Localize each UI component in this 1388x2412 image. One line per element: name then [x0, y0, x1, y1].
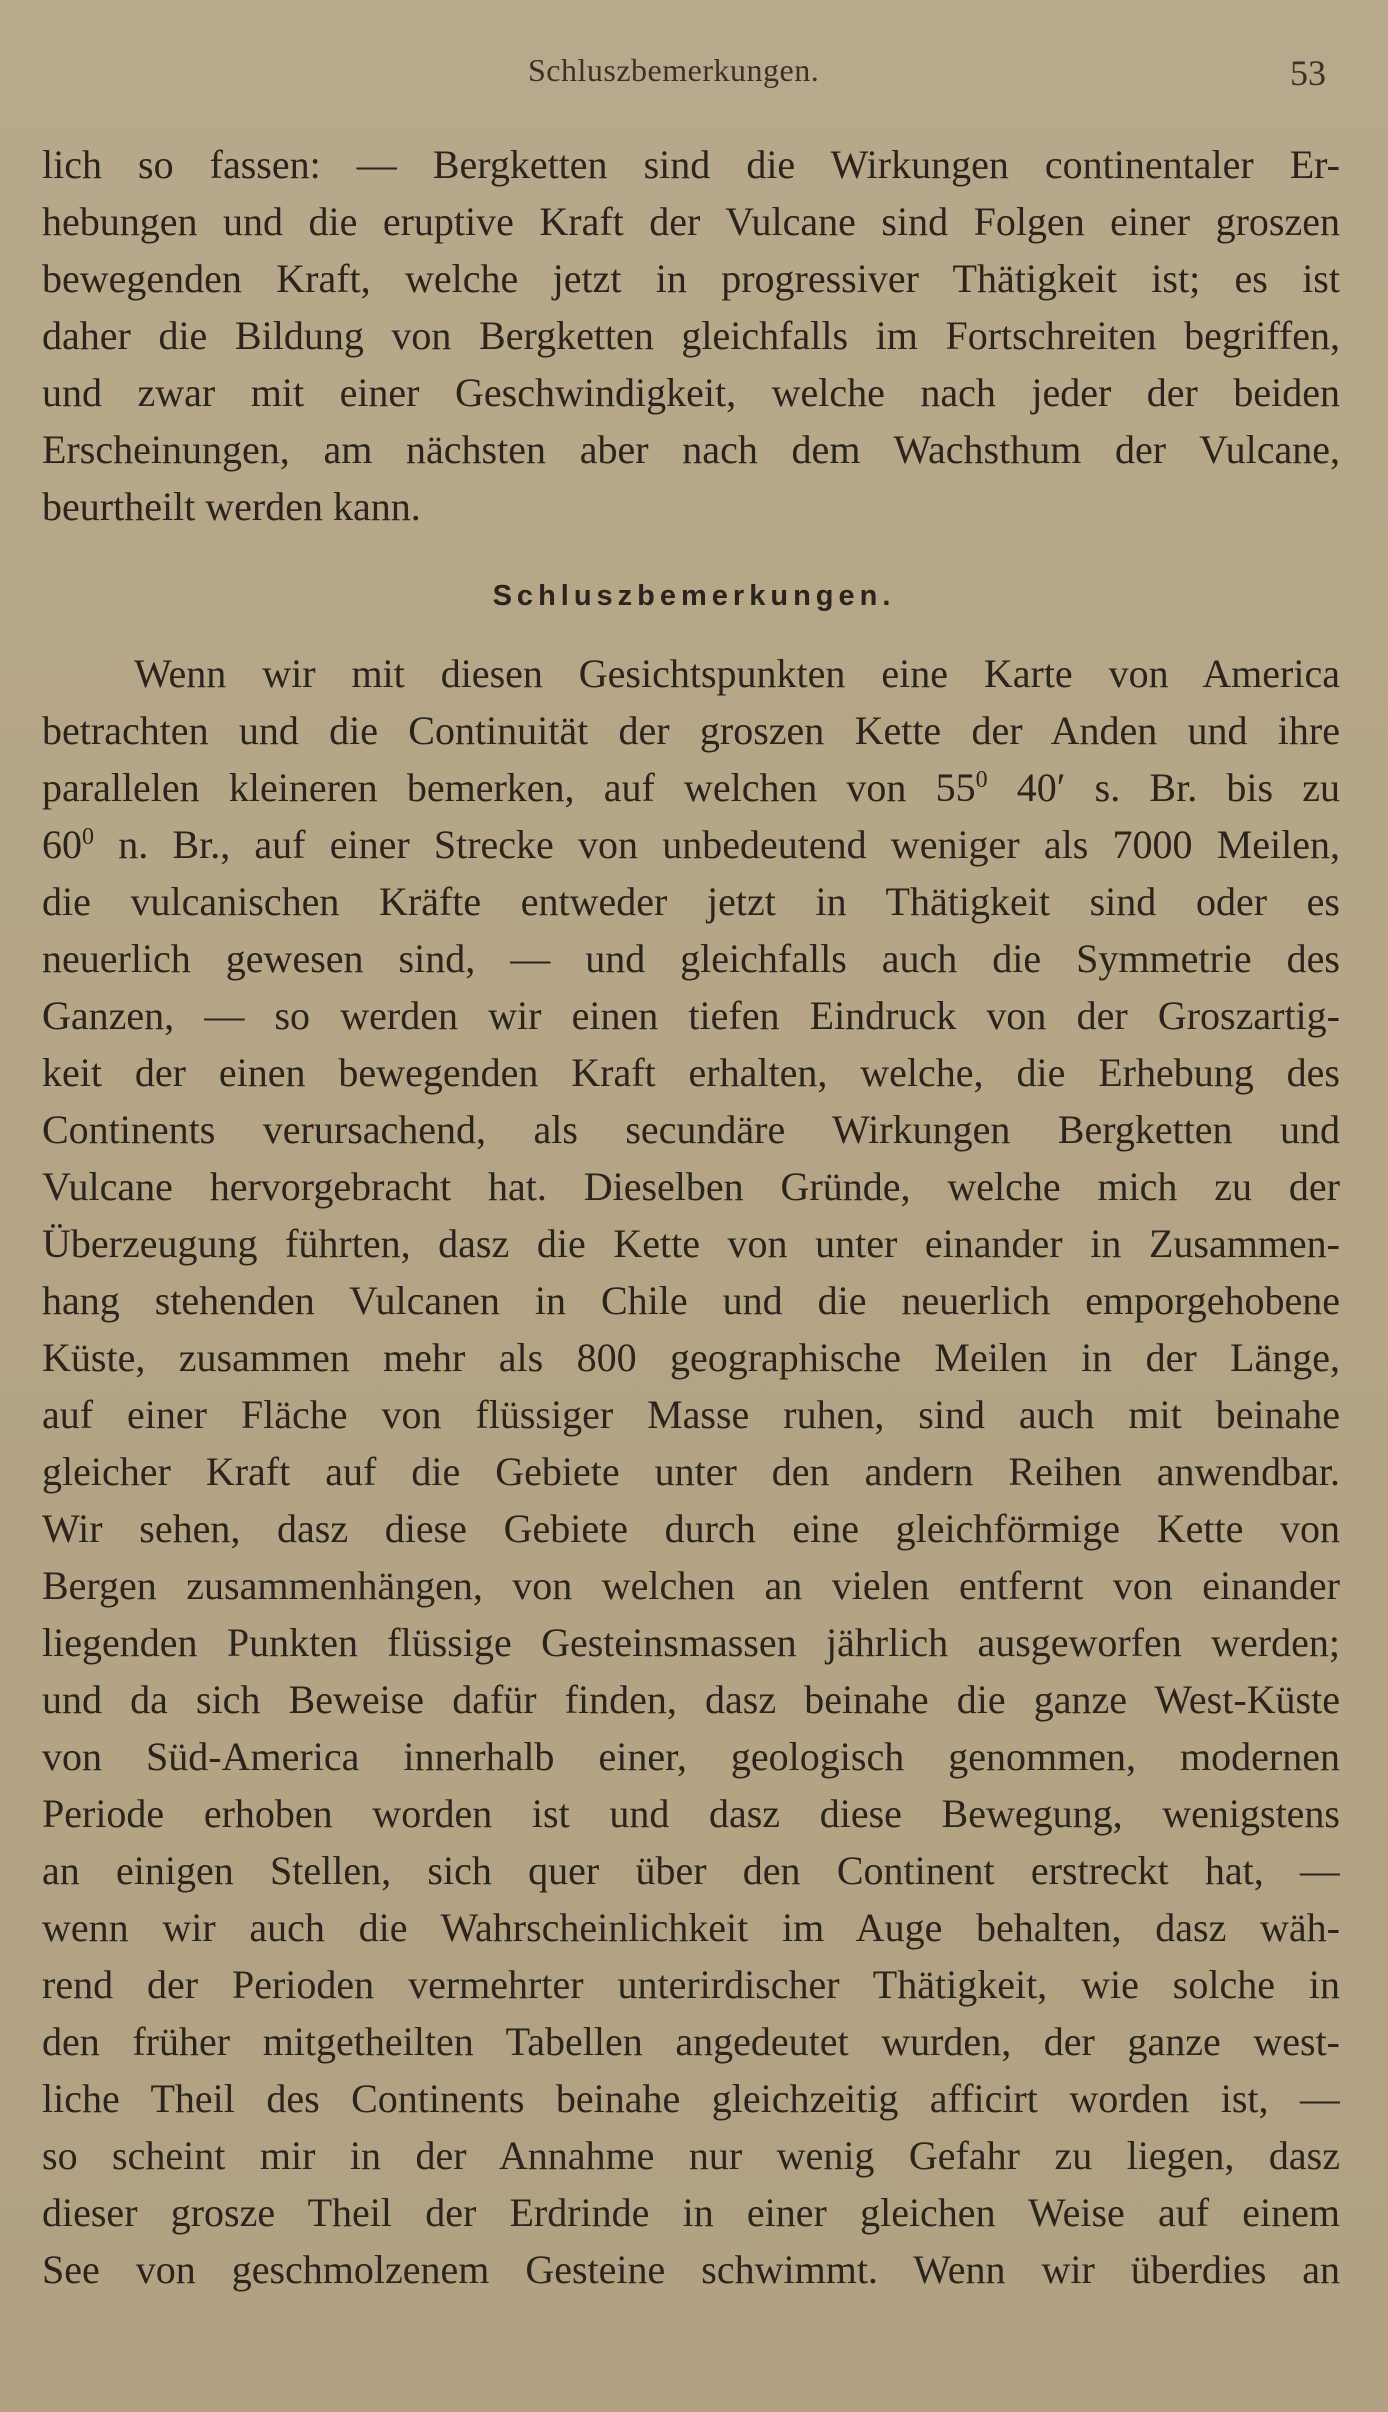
running-title: Schluszbemerkungen. [528, 52, 820, 88]
text-line: hebungen und die eruptive Kraft der Vulcane sind Folgen einer groszen [42, 199, 1340, 244]
text-line-with-degree [42, 816, 1340, 873]
text-line-with-degree [42, 759, 1340, 816]
text-line: daher die Bildung von Bergketten gleichfalls im Fortschreiten begriffen, [42, 313, 1340, 358]
text-line: Vulcane hervorgebracht hat. Dieselben Gründe, welche mich zu der [42, 1164, 1340, 1209]
text-segment: 60 [42, 822, 82, 867]
text-line: Wir sehen, dasz diese Gebiete durch eine gleichförmige Kette von [42, 1506, 1340, 1551]
text-line: auf einer Fläche von flüssiger Masse ruhen, sind auch mit beinahe [42, 1392, 1340, 1437]
text-line: Periode erhoben worden ist und dasz diese Bewegung, wenigstens [42, 1791, 1340, 1836]
text-line: liche Theil des Continents beinahe gleichzeitig afficirt worden ist, — [42, 2076, 1340, 2121]
text-line: bewegenden Kraft, welche jetzt in progressiver Thätigkeit ist; es ist [42, 256, 1340, 301]
text-line: und da sich Beweise dafür finden, dasz beinahe die ganze West-Küste [42, 1677, 1340, 1722]
text-line: so scheint mir in der Annahme nur wenig Gefahr zu liegen, dasz [42, 2133, 1340, 2178]
text-segment: 40′ s. Br. bis zu [987, 765, 1340, 810]
degree-superscript: 0 [975, 767, 988, 793]
paragraph-continued [42, 136, 1340, 535]
text-line: hang stehenden Vulcanen in Chile und die neuerlich emporgehobene [42, 1278, 1340, 1323]
text-line: Wenn wir mit diesen Gesichtspunkten eine Karte von America [134, 651, 1340, 696]
running-head [0, 52, 1388, 102]
text-line: von Süd-America innerhalb einer, geologisch genommen, modernen [42, 1734, 1340, 1779]
text-line: See von geschmolzenem Gesteine schwimmt. Wenn wir überdies an [42, 2247, 1340, 2292]
text-line: und zwar mit einer Geschwindigkeit, welche nach jeder der beiden [42, 370, 1340, 415]
text-line: Continents verursachend, als secundäre Wirkungen Bergketten und [42, 1107, 1340, 1152]
section-heading: Schluszbemerkungen. [492, 580, 896, 612]
text-line: keit der einen bewegenden Kraft erhalten, welche, die Erhebung des [42, 1050, 1340, 1095]
text-segment: n. Br., auf einer Strecke von unbedeutend weniger als 7000 Meilen, [94, 822, 1340, 867]
page-number: 53 [1290, 53, 1326, 93]
text-line: wenn wir auch die Wahrscheinlichkeit im Auge behalten, dasz wäh- [42, 1905, 1340, 1950]
text-line: Erscheinungen, am nächsten aber nach dem Wachsthum der Vulcane, [42, 427, 1340, 472]
text-line: Küste, zusammen mehr als 800 geographische Meilen in der Länge, [42, 1335, 1340, 1380]
text-line: lich so fassen: — Bergketten sind die Wirkungen continentaler Er- [42, 142, 1340, 187]
text-line: betrachten und die Continuität der groszen Kette der Anden und ihre [42, 708, 1340, 753]
text-line: gleicher Kraft auf die Gebiete unter den andern Reihen anwendbar. [42, 1449, 1340, 1494]
text-line: Bergen zusammenhängen, von welchen an vielen entfernt von einander [42, 1563, 1340, 1608]
text-line: rend der Perioden vermehrter unterirdischer Thätigkeit, wie solche in [42, 1962, 1340, 2007]
text-line: den früher mitgetheilten Tabellen angedeutet wurden, der ganze west- [42, 2019, 1340, 2064]
text-line: Ganzen, — so werden wir einen tiefen Eindruck von der Groszartig- [42, 993, 1340, 1038]
text-line: an einigen Stellen, sich quer über den Continent erstreckt hat, — [42, 1848, 1340, 1893]
degree-superscript: 0 [82, 824, 94, 850]
text-line: liegenden Punkten flüssige Gesteinsmassen jährlich ausgeworfen werden; [42, 1620, 1340, 1665]
text-line: dieser grosze Theil der Erdrinde in einer gleichen Weise auf einem [42, 2190, 1340, 2235]
text-line: die vulcanischen Kräfte entweder jetzt in Thätigkeit sind oder es [42, 879, 1340, 924]
text-line: beurtheilt werden kann. [42, 484, 421, 529]
text-line: Überzeugung führten, dasz die Kette von unter einander in Zusammen- [42, 1221, 1340, 1266]
paragraph-main [42, 645, 1340, 2298]
text-line: neuerlich gewesen sind, — und gleichfalls auch die Symmetrie des [42, 936, 1340, 981]
text-segment: parallelen kleineren bemerken, auf welchen von 55 [42, 765, 976, 810]
